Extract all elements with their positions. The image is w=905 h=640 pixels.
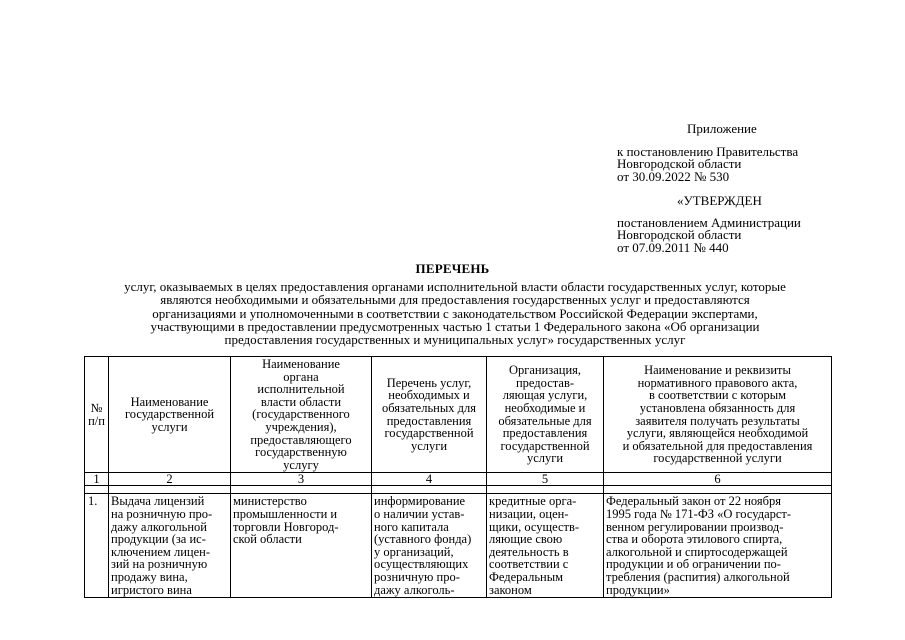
row-service-name: Выдача лицензий на розничную про- дажу алкогольной продукции (за ис- ключением лицен- зий на розничную продажу вина, игристого вина bbox=[109, 494, 231, 598]
appendix-title: Приложение bbox=[687, 121, 757, 136]
column-number: 1 bbox=[85, 473, 109, 486]
row-legal-act: Федеральный закон от 22 ноября 1995 года № 171-ФЗ «О государст- венном регулировании производ- ства и оборота этилового спирта, алкогольной и спиртосодержащей продукции и об ограничении по- требления (распития) алкогольной продукции» bbox=[604, 494, 832, 598]
document-subtitle bbox=[80, 280, 830, 346]
approved-line: постановлением Администрации bbox=[617, 214, 801, 230]
approved-line: Новгородской области bbox=[617, 227, 742, 242]
spacer-cell bbox=[109, 486, 231, 494]
column-number: 6 bbox=[604, 473, 832, 486]
column-number-row bbox=[85, 473, 832, 486]
header-cell-service-name: Наименование государственной услуги bbox=[109, 357, 231, 473]
subtitle-line: являются необходимыми и обязательными для предоставления государственных услуг и предоставляются bbox=[160, 292, 750, 308]
spacer-cell bbox=[604, 486, 832, 494]
spacer-cell bbox=[85, 486, 109, 494]
subtitle-line: участвующими в предоставлении предусмотренных частью 1 статьи 1 Федерального закона «Об организации bbox=[150, 318, 760, 334]
header-cell-number: № п/п bbox=[85, 357, 109, 473]
column-number: 3 bbox=[231, 473, 372, 486]
table-row bbox=[85, 494, 832, 598]
spacer-cell bbox=[487, 486, 604, 494]
row-services-list: информирование о наличии устав- ного капитала (уставного фонда) у организаций, осуществляющих розничную про- дажу алкоголь- bbox=[372, 494, 487, 598]
spacer-cell bbox=[372, 486, 487, 494]
column-number: 5 bbox=[487, 473, 604, 486]
column-number: 4 bbox=[372, 473, 487, 486]
appendix-block bbox=[617, 123, 798, 183]
document-heading: ПЕРЕЧЕНЬ bbox=[415, 261, 490, 276]
approved-line: от 07.09.2011 № 440 bbox=[617, 239, 729, 255]
appendix-line: Новгородской области bbox=[617, 156, 742, 171]
row-authority: министерство промышленности и торговли Новгород- ской области bbox=[231, 494, 372, 598]
header-cell-authority: Наименование органа исполнительной власти области (государственного учреждения), предоставляющего государственную услугу bbox=[231, 357, 372, 473]
subtitle-line: организациями и уполномоченными в соответствии с законодательством Российской Федерации экспертами, bbox=[152, 305, 758, 321]
header-cell-legal-act: Наименование и реквизиты нормативного правового акта, в соответствии с которым установлена обязанность для заявителя получать результаты услуги, являющейся необходимой и обязательной для предоставления государственной услуги bbox=[604, 357, 832, 473]
row-number: 1. bbox=[85, 494, 109, 598]
spacer-row bbox=[85, 486, 832, 494]
subtitle-line: предоставления государственных и муниципальных услуг» государственных услуг bbox=[224, 332, 686, 348]
table-header-row bbox=[85, 357, 832, 473]
column-number: 2 bbox=[109, 473, 231, 486]
appendix-line: к постановлению Правительства bbox=[617, 143, 799, 159]
header-cell-services-list: Перечень услуг, необходимых и обязательных для предоставления государственной услуги bbox=[372, 357, 487, 473]
services-table bbox=[84, 356, 832, 598]
subtitle-line: услуг, оказываемых в целях предоставления органами исполнительной власти области государственных услуг, которые bbox=[124, 279, 786, 294]
approved-block bbox=[617, 195, 801, 254]
spacer-cell bbox=[231, 486, 372, 494]
header-cell-organization: Организация, предостав- ляющая услуги, необходимые и обязательные для предоставления государственной услуги bbox=[487, 357, 604, 473]
appendix-line: от 30.09.2022 № 530 bbox=[617, 168, 730, 184]
row-organization: кредитные орга- низации, оцен- щики, осуществ- ляющие свою деятельность в соответствии с Федеральным законом bbox=[487, 494, 604, 598]
approved-title: «УТВЕРЖДЕН bbox=[677, 193, 762, 208]
